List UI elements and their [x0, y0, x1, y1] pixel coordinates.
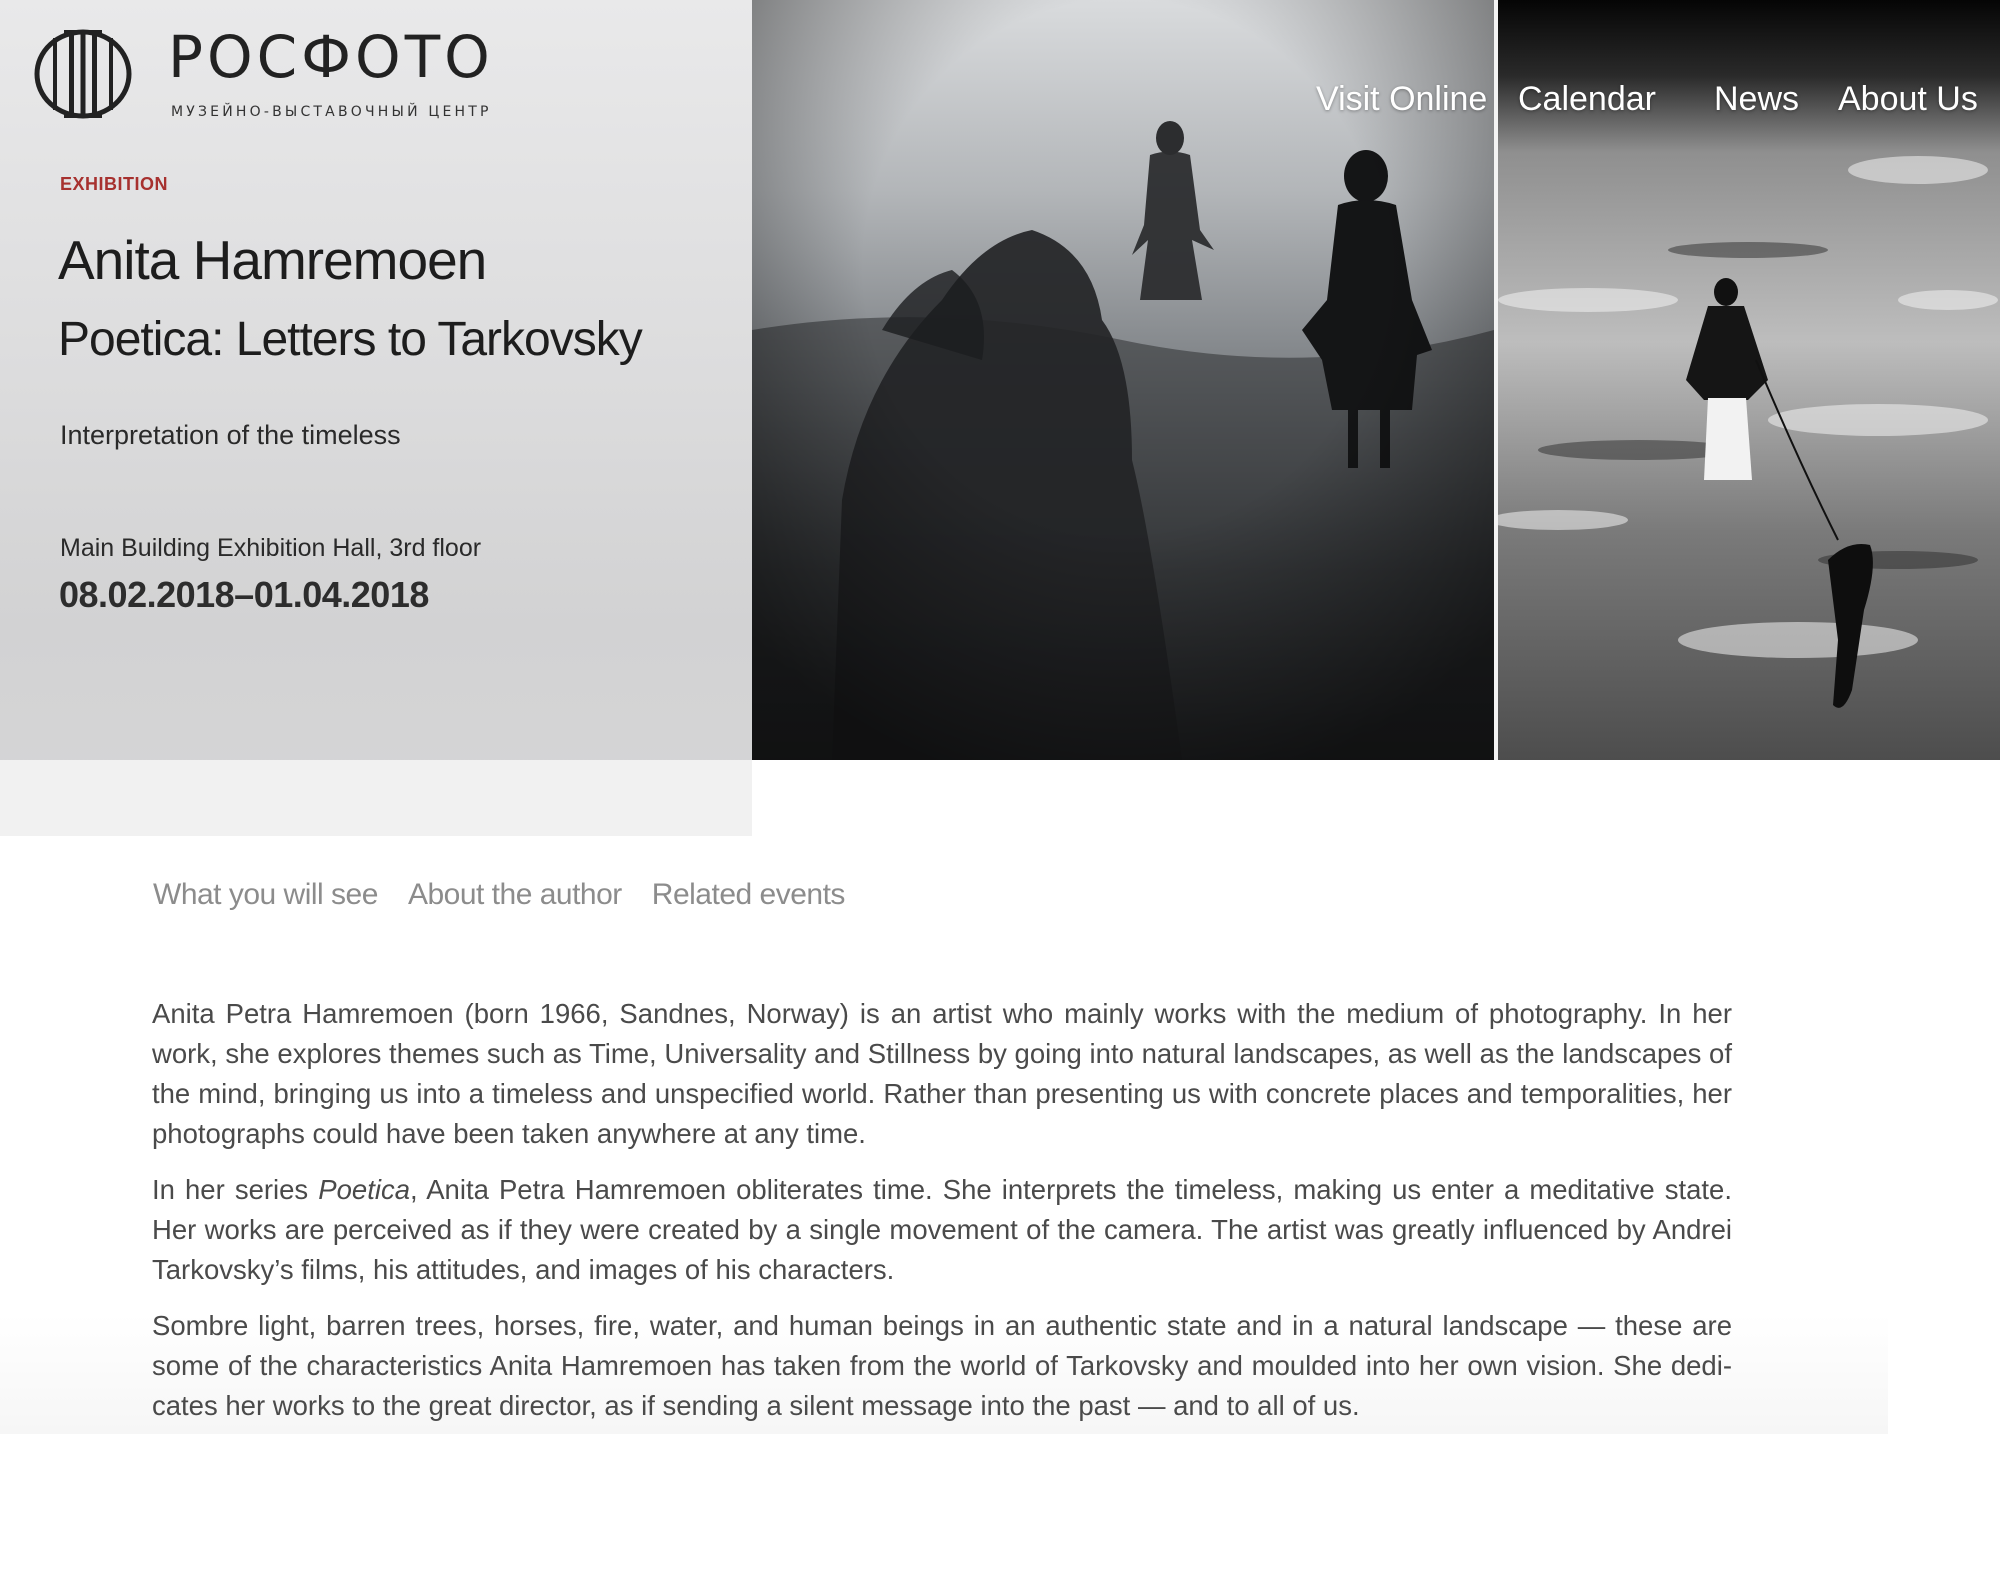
nav-about-us[interactable]: About Us	[1838, 80, 1978, 118]
nav-news[interactable]: News	[1714, 80, 1800, 118]
series-title-italic: Poetica	[318, 1174, 410, 1205]
description-paragraph-3: Sombre light, barren trees, horses, fire, water, and human beings in an authentic state and in a natural landscape — these are some of the characteristics Anita Hamremoen has taken from the world of Tarkovsky and moulded into her own vision. She dedicates her works to the great director, as if sending a silent message into the past — and to all of us.	[152, 1310, 1732, 1421]
exhibition-title: Poetica: Letters to Tarkovsky	[58, 313, 642, 366]
hero	[0, 0, 2000, 760]
tab-related-events[interactable]: Related events	[651, 878, 845, 911]
exhibition-dates: 08.02.2018–01.04.2018	[59, 574, 429, 615]
exhibition-subtitle: Interpretation of the timeless	[60, 420, 401, 450]
exhibition-description	[152, 994, 1732, 1442]
logo-wordmark: РОСФОТО	[168, 23, 494, 91]
exhibition-artist: Anita Hamremoen	[58, 229, 487, 291]
exhibition-location: Main Building Exhibition Hall, 3rd floor	[60, 534, 482, 562]
panel-footer-strip	[0, 760, 752, 836]
description-text: , Anita Petra Hamremoen obliterates time. She interprets the timeless, making us enter a meditative state. Her works are perceived as if they were created by a single movement of the camera. The artist was greatly influenced by Andrei Tarkovsky’s films, his attitudes, and images of his characters.	[152, 1174, 1732, 1285]
rosphoto-columns-icon	[33, 26, 133, 122]
description-text: In her series	[152, 1174, 319, 1205]
description-paragraph-1: Anita Petra Hamremoen (born 1966, Sandnes, Norway) is an artist who mainly works with the medium of photography. In her work, she explores themes such as Time, Universality and Stillness by going into natural landscapes, as well as the landscapes of the mind, bringing us into a timeless and unspecified world. Rather than presenting us with concrete places and temporalities, her photographs could have been taken anywhere at any time.	[152, 998, 1732, 1149]
tab-what-you-will-see[interactable]: What you will see	[153, 878, 378, 911]
exhibition-tabs	[153, 878, 845, 928]
site-logo[interactable]	[33, 23, 553, 126]
nav-calendar[interactable]: Calendar	[1518, 80, 1656, 118]
tab-about-the-author[interactable]: About the author	[407, 878, 622, 911]
exhibition-label: EXHIBITION	[60, 174, 169, 194]
nav-visit-online[interactable]: Visit Online	[1316, 80, 1488, 118]
description-paragraph-2	[152, 1170, 1732, 1290]
logo-tagline: МУЗЕЙНО-ВЫСТАВОЧНЫЙ ЦЕНТР	[171, 104, 492, 120]
